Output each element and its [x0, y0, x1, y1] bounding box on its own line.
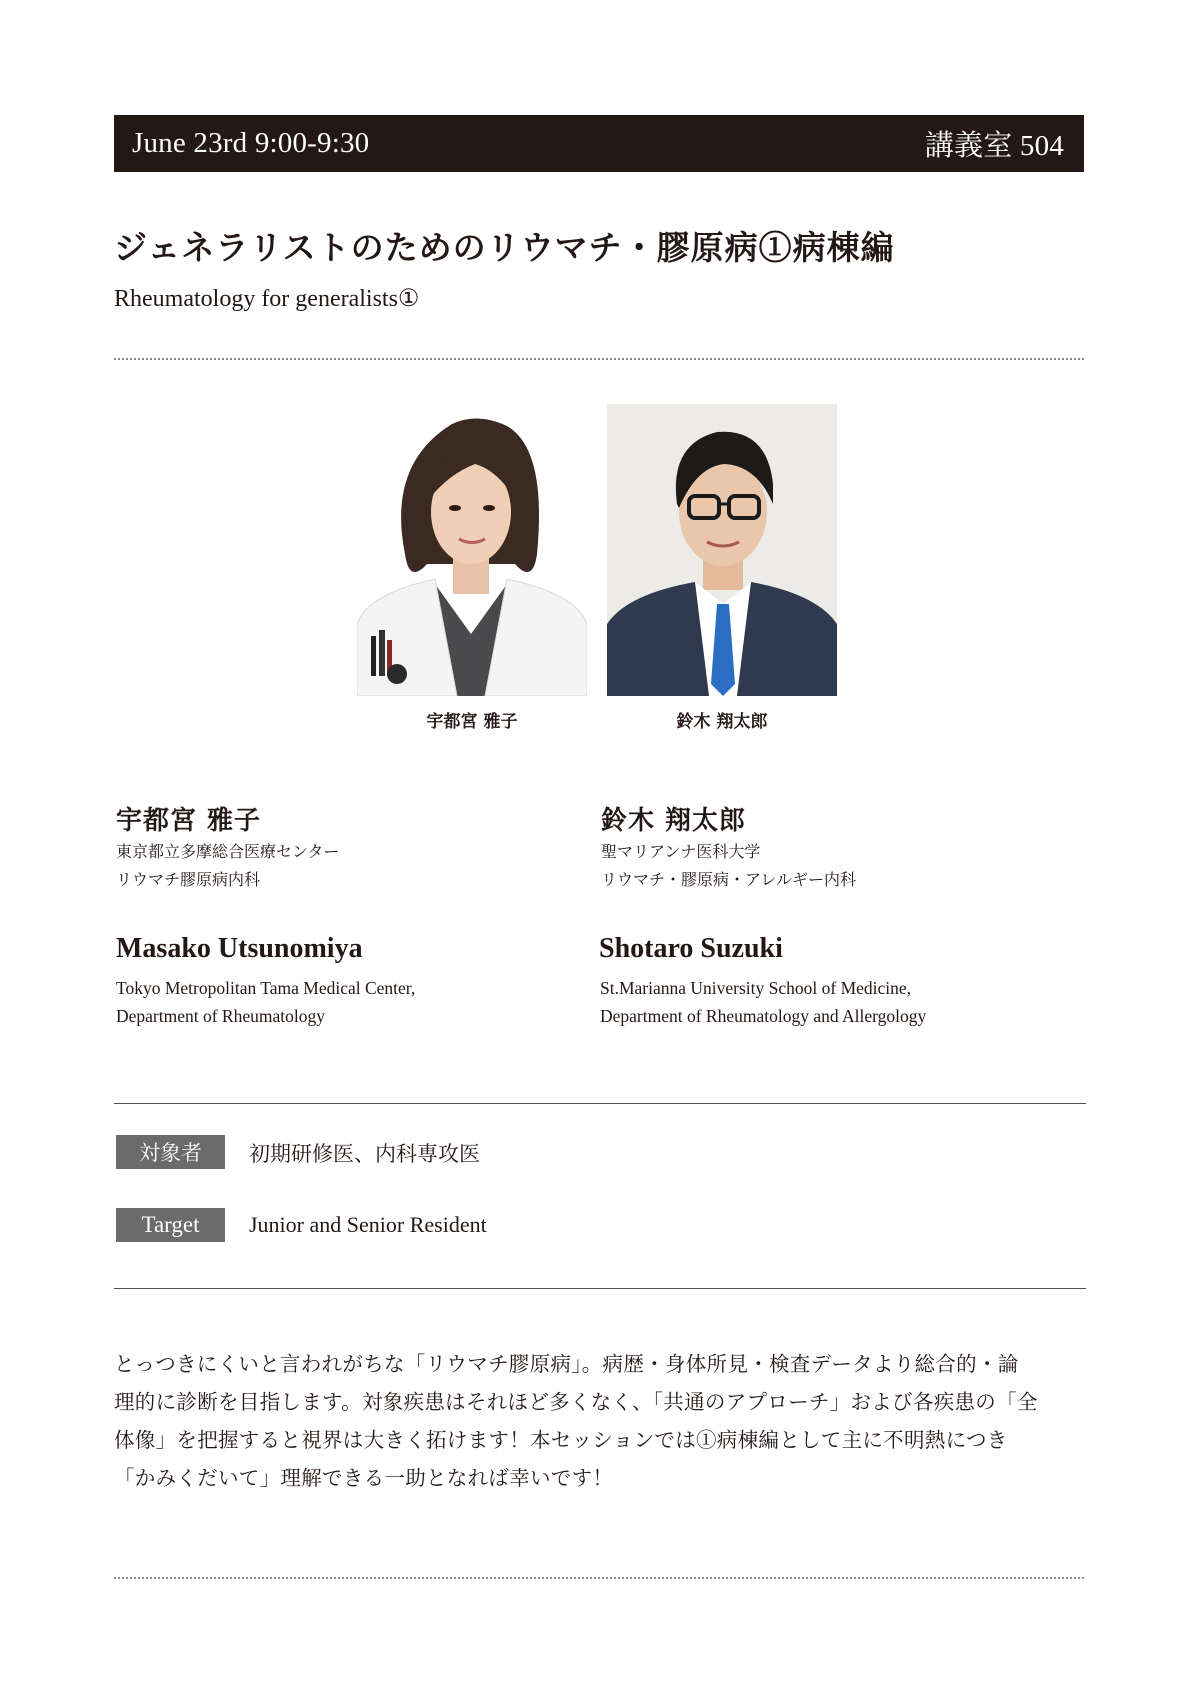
speaker-affiliation-en	[116, 974, 415, 1030]
speaker-affiliation-jp	[601, 838, 856, 894]
divider-dotted	[114, 1577, 1084, 1579]
affiliation-line: Department of Rheumatology	[116, 1006, 325, 1026]
target-value-en: Junior and Senior Resident	[249, 1212, 487, 1237]
description-line: 「かみくだいて」理解できる一助となれば幸いです！	[114, 1466, 614, 1490]
speaker-photo-utsunomiya	[357, 404, 587, 696]
speaker-name-jp: 鈴木 翔太郎	[601, 806, 747, 836]
affiliation-line: 東京都立多摩総合医療センター	[116, 842, 340, 861]
photo-caption-suzuki: 鈴木 翔太郎	[676, 712, 768, 732]
speaker-name-jp: 宇都宮 雅子	[116, 806, 262, 836]
session-datetime: June 23rd 9:00-9:30	[132, 127, 370, 159]
description-line: 体像」を把握すると視界は大きく拓けます！本セッションでは①病棟編として主に不明熱につき	[114, 1428, 1008, 1452]
session-description	[114, 1345, 1089, 1497]
affiliation-line: Department of Rheumatology and Allergology	[600, 1006, 927, 1026]
session-header-bar	[114, 115, 1084, 172]
session-title-en: Rheumatology for generalists①	[114, 286, 420, 312]
affiliation-line: リウマチ・膠原病・アレルギー内科	[601, 870, 856, 889]
affiliation-line: Tokyo Metropolitan Tama Medical Center,	[116, 978, 416, 998]
affiliation-line: St.Marianna University School of Medicine,	[600, 978, 912, 998]
target-value-jp: 初期研修医、内科専攻医	[249, 1142, 480, 1166]
speaker-photo-suzuki	[607, 404, 837, 696]
speaker-name-en: Shotaro Suzuki	[599, 933, 783, 964]
session-title-jp: ジェネラリストのためのリウマチ・膠原病①病棟編	[114, 228, 895, 267]
speaker-affiliation-en	[600, 974, 926, 1030]
description-line: 理的に診断を目指します。対象疾患はそれほど多くなく、「共通のアプローチ」および各疾患の「全	[114, 1390, 1038, 1414]
target-label-jp: 対象者	[116, 1135, 225, 1169]
speaker-affiliation-jp	[116, 838, 339, 894]
affiliation-line: リウマチ膠原病内科	[116, 870, 261, 889]
description-line: とっつきにくいと言われがちな「リウマチ膠原病」。病歴・身体所見・検査データより総合的・論	[114, 1352, 1019, 1376]
session-room: 講義室 504	[924, 130, 1064, 162]
target-label-en: Target	[116, 1208, 225, 1242]
divider-dotted	[114, 358, 1084, 360]
divider-line	[114, 1288, 1086, 1289]
affiliation-line: 聖マリアンナ医科大学	[601, 842, 761, 861]
photo-caption-utsunomiya: 宇都宮 雅子	[426, 712, 518, 732]
speaker-name-en: Masako Utsunomiya	[116, 933, 363, 964]
divider-line	[114, 1103, 1086, 1104]
